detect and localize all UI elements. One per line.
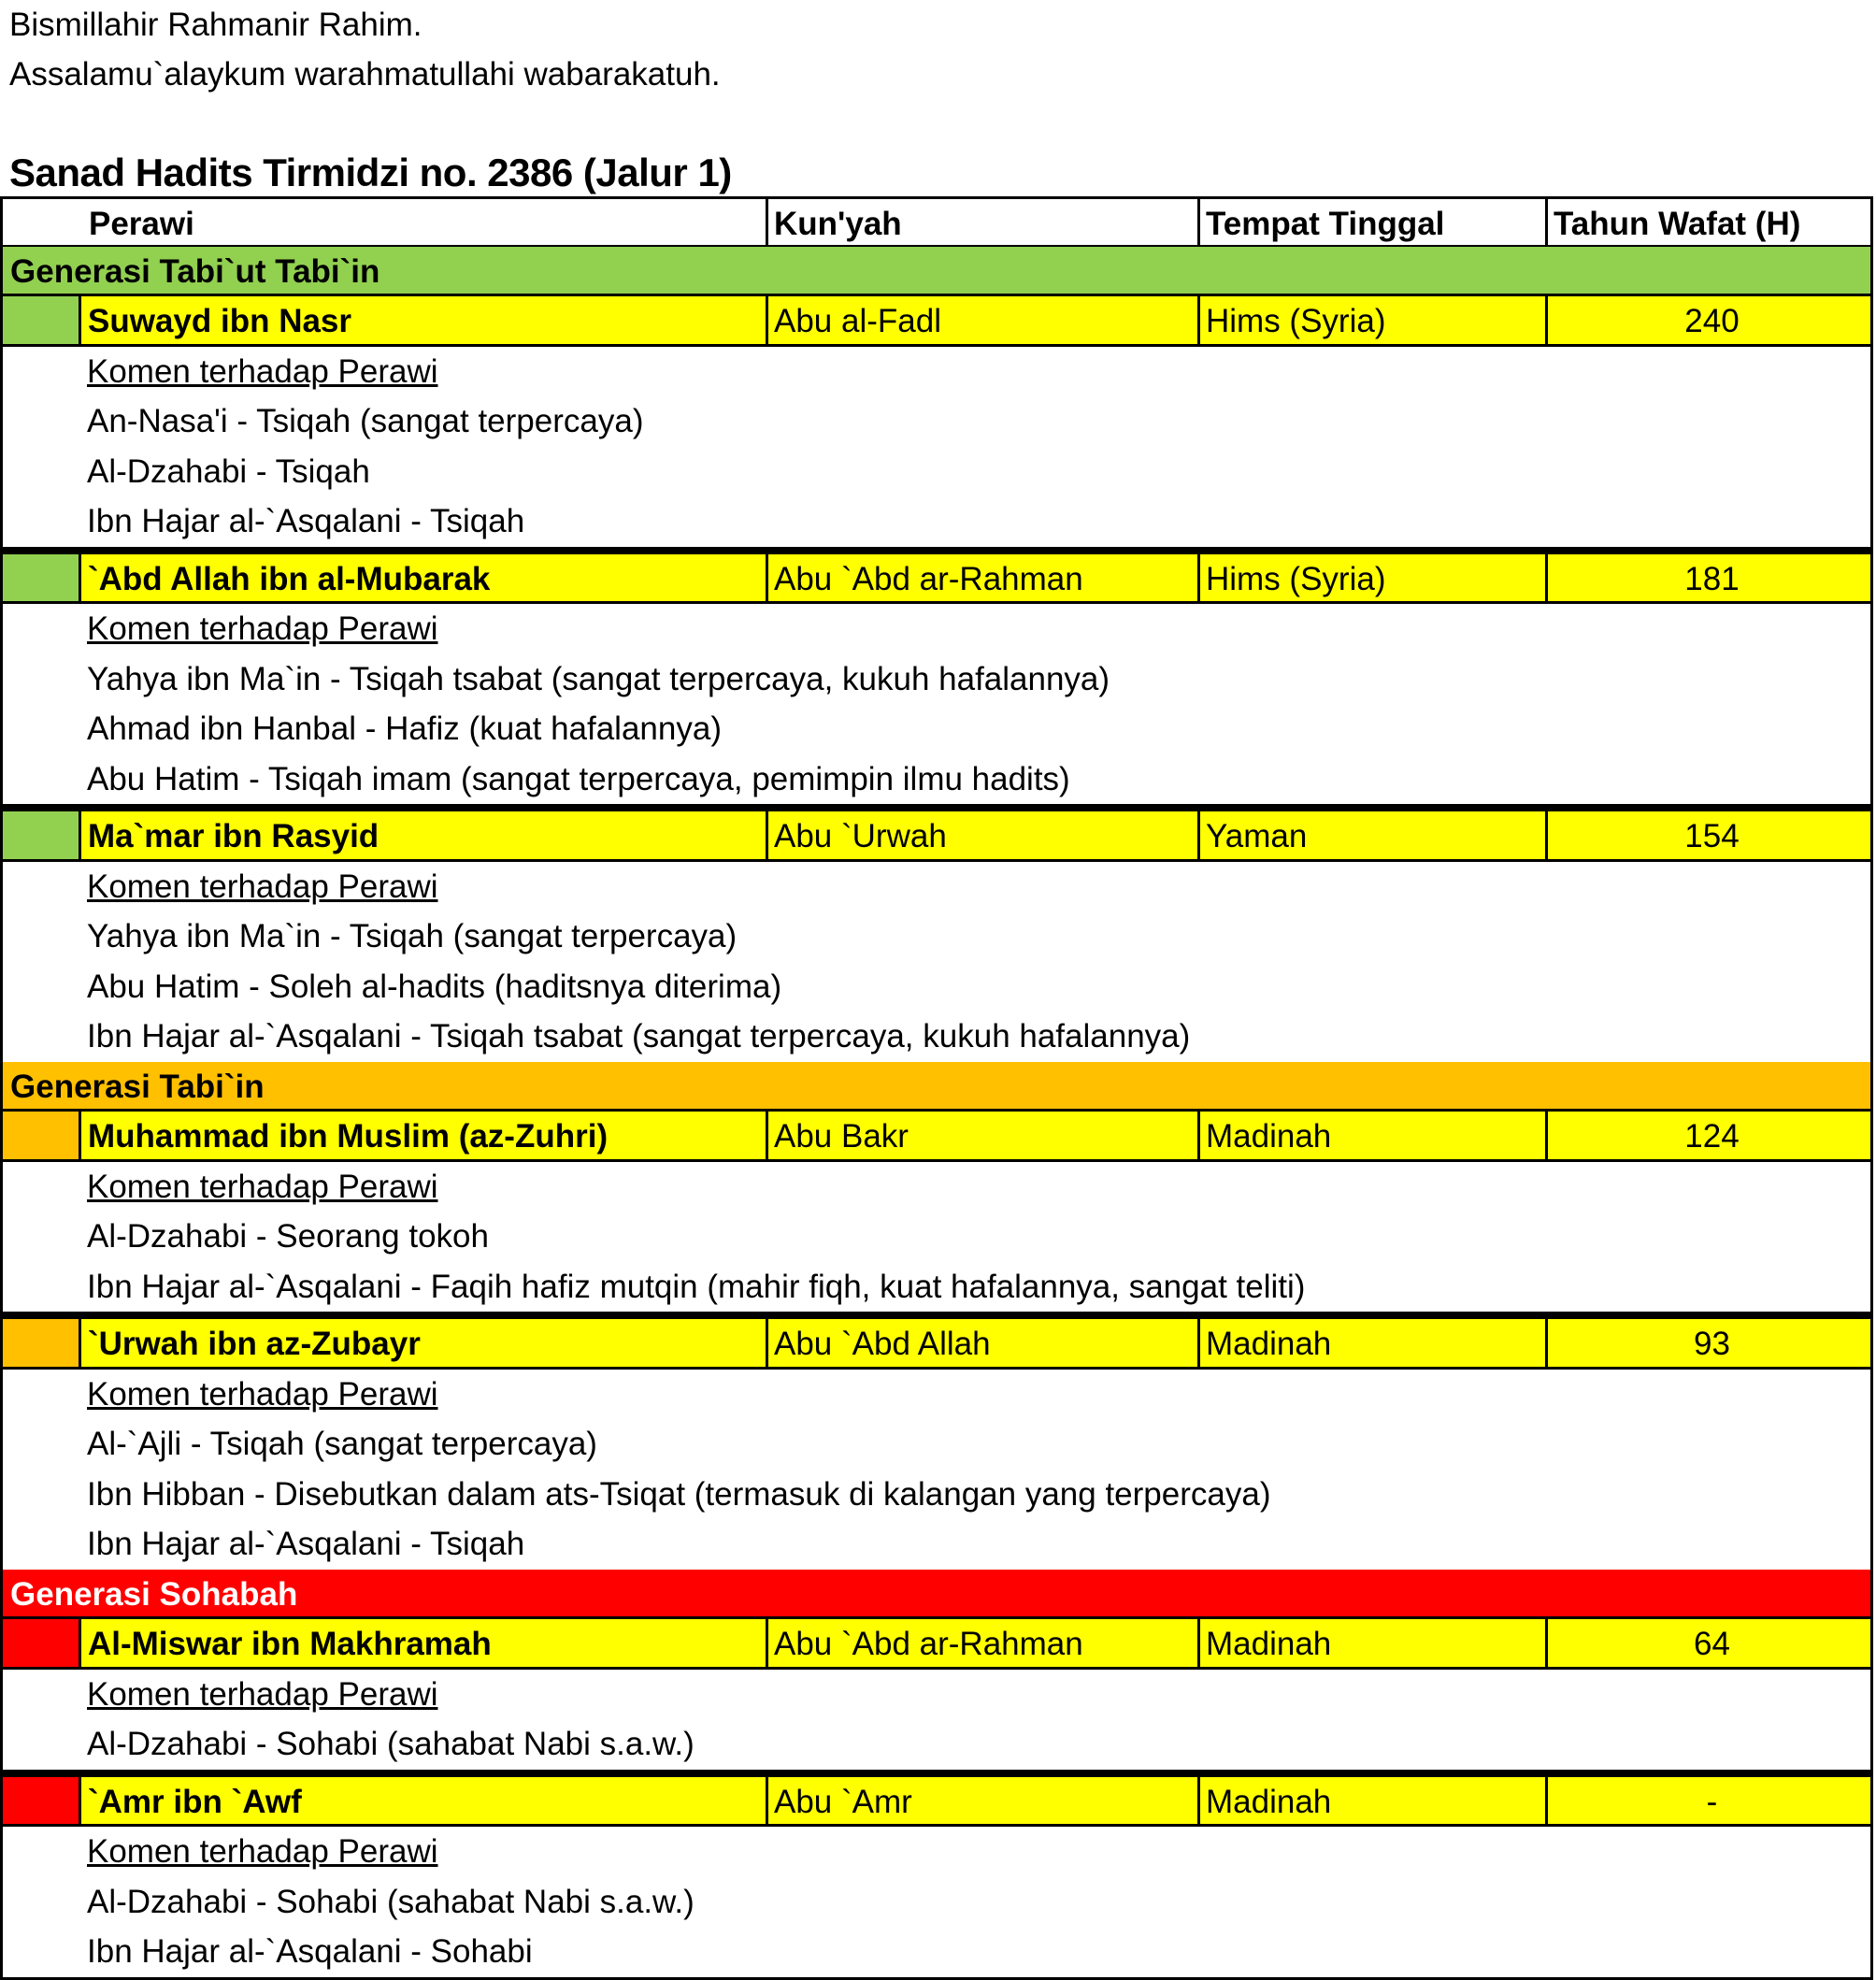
perawi-kunyah: Abu `Amr (766, 1777, 1197, 1825)
generation-color-swatch (3, 1777, 81, 1825)
comment-line: Al-Dzahabi - Sohabi (sahabat Nabi s.a.w.) (87, 1726, 695, 1762)
comment-line: Ibn Hajar al-`Asqalani - Faqih hafiz mutqin (mahir fiqh, kuat hafalannya, sangat teliti) (87, 1268, 1306, 1305)
generation-color-swatch (3, 1319, 81, 1367)
comment-line: Yahya ibn Ma`in - Tsiqah tsabat (sangat terpercaya, kukuh hafalannya) (87, 660, 1110, 697)
perawi-tahun-wafat: 240 (1545, 296, 1876, 344)
perawi-tempat-tinggal: Yaman (1197, 811, 1545, 859)
perawi-row (0, 1319, 1873, 1370)
perawi-tempat-tinggal: Madinah (1197, 1319, 1545, 1367)
perawi-tahun-wafat: 64 (1545, 1619, 1876, 1667)
comment-heading: Komen terhadap Perawi (87, 1675, 438, 1713)
comment-block (0, 604, 1873, 811)
perawi-tahun-wafat: 181 (1545, 554, 1876, 602)
perawi-kunyah: Abu `Abd ar-Rahman (766, 554, 1197, 602)
comment-heading: Komen terhadap Perawi (87, 610, 438, 647)
comment-block (0, 1370, 1873, 1570)
perawi-tempat-tinggal: Hims (Syria) (1197, 296, 1545, 344)
comment-line: Abu Hatim - Tsiqah imam (sangat terpercaya, pemimpin ilmu hadits) (87, 760, 1070, 797)
greeting-line-2: Assalamu`alaykum warahmatullahi wabarakatuh. (9, 56, 721, 93)
perawi-name: Ma`mar ibn Rasyid (88, 818, 379, 854)
perawi-kunyah: Abu `Abd Allah (766, 1319, 1197, 1367)
comment-line: Abu Hatim - Soleh al-hadits (haditsnya diterima) (87, 968, 782, 1005)
comment-block (0, 347, 1873, 554)
comment-block (0, 1162, 1873, 1320)
greeting-line-1: Bismillahir Rahmanir Rahim. (9, 7, 422, 43)
perawi-name: Muhammad ibn Muslim (az-Zuhri) (88, 1118, 609, 1155)
perawi-row (0, 296, 1873, 347)
perawi-tempat-tinggal: Madinah (1197, 1777, 1545, 1825)
perawi-row (0, 1112, 1873, 1162)
perawi-row (0, 1777, 1873, 1828)
perawi-kunyah: Abu al-Fadl (766, 296, 1197, 344)
header-perawi: Perawi (89, 206, 194, 242)
comment-line: Ibn Hajar al-`Asqalani - Tsiqah (87, 1526, 525, 1562)
comment-block (0, 1827, 1873, 1980)
comment-line: Al-Dzahabi - Seorang tokoh (87, 1218, 489, 1255)
generation-color-swatch (3, 296, 81, 344)
page-title: Sanad Hadits Tirmidzi no. 2386 (Jalur 1) (9, 151, 732, 194)
perawi-kunyah: Abu Bakr (766, 1112, 1197, 1159)
perawi-row (0, 554, 1873, 605)
comment-heading: Komen terhadap Perawi (87, 1168, 438, 1205)
comment-heading: Komen terhadap Perawi (87, 868, 438, 905)
comment-line: Ibn Hajar al-`Asqalani - Tsiqah tsabat (sangat terpercaya, kukuh hafalannya) (87, 1018, 1191, 1055)
perawi-tempat-tinggal: Madinah (1197, 1619, 1545, 1667)
perawi-name: Al-Miswar ibn Makhramah (88, 1626, 492, 1662)
perawi-name: Suwayd ibn Nasr (88, 303, 352, 339)
perawi-row (0, 811, 1873, 862)
generation-header: Generasi Tabi`ut Tabi`in (0, 247, 1873, 297)
perawi-kunyah: Abu `Abd ar-Rahman (766, 1619, 1197, 1667)
generation-color-swatch (3, 811, 81, 859)
perawi-tempat-tinggal: Hims (Syria) (1197, 554, 1545, 602)
table-header-row (0, 196, 1873, 247)
comment-line: Al-`Ajli - Tsiqah (sangat terpercaya) (87, 1426, 597, 1462)
perawi-row (0, 1619, 1873, 1670)
comment-line: Ibn Hajar al-`Asqalani - Tsiqah (87, 503, 525, 539)
comment-line: Yahya ibn Ma`in - Tsiqah (sangat terpercaya) (87, 918, 738, 954)
perawi-name: `Urwah ibn az-Zubayr (88, 1326, 421, 1362)
comment-heading: Komen terhadap Perawi (87, 352, 438, 390)
generation-color-swatch (3, 1619, 81, 1667)
header-tahun-wafat: Tahun Wafat (H) (1545, 199, 1876, 245)
header-kunyah: Kun'yah (766, 199, 1197, 245)
generation-color-swatch (3, 1112, 81, 1159)
perawi-tahun-wafat: 93 (1545, 1319, 1876, 1367)
generation-header: Generasi Tabi`in (0, 1062, 1873, 1112)
perawi-name: `Abd Allah ibn al-Mubarak (88, 560, 491, 597)
comment-block (0, 1670, 1873, 1777)
perawi-kunyah: Abu `Urwah (766, 811, 1197, 859)
generation-color-swatch (3, 554, 81, 602)
perawi-tempat-tinggal: Madinah (1197, 1112, 1545, 1159)
comment-heading: Komen terhadap Perawi (87, 1833, 438, 1870)
comment-line: Al-Dzahabi - Tsiqah (87, 452, 370, 490)
perawi-tahun-wafat: 124 (1545, 1112, 1876, 1159)
perawi-tahun-wafat: 154 (1545, 811, 1876, 859)
perawi-tahun-wafat: - (1545, 1777, 1876, 1825)
comment-line: Ibn Hibban - Disebutkan dalam ats-Tsiqat (termasuk di kalangan yang terpercaya) (87, 1475, 1271, 1513)
comment-block (0, 862, 1873, 1062)
header-tempat-tinggal: Tempat Tinggal (1197, 199, 1545, 245)
comment-line: Ibn Hajar al-`Asqalani - Sohabi (87, 1933, 533, 1970)
comment-line: An-Nasa'i - Tsiqah (sangat terpercaya) (87, 403, 644, 439)
generation-header: Generasi Sohabah (0, 1570, 1873, 1620)
comment-line: Al-Dzahabi - Sohabi (sahabat Nabi s.a.w.) (87, 1883, 695, 1920)
perawi-name: `Amr ibn `Awf (88, 1783, 302, 1820)
sanad-table (0, 196, 1873, 1980)
comment-heading: Komen terhadap Perawi (87, 1375, 438, 1413)
comment-line: Ahmad ibn Hanbal - Hafiz (kuat hafalannya) (87, 710, 722, 747)
